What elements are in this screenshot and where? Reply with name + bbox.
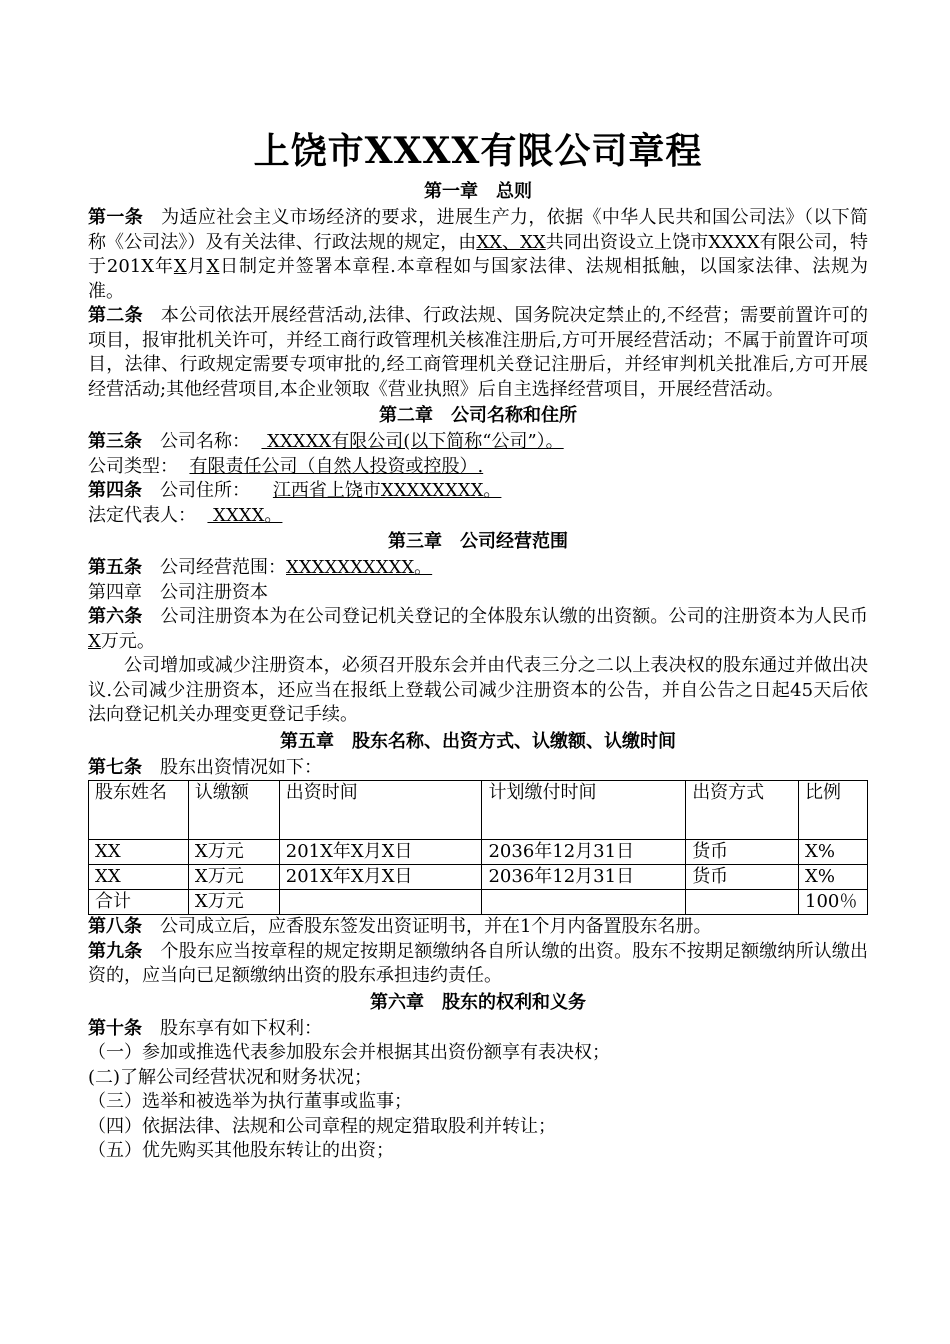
table-cell: X万元 xyxy=(188,865,279,890)
table-cell: 201X年X月X日 xyxy=(279,840,482,865)
article-label: 第九条 xyxy=(88,940,143,962)
article-1: 第一条 为适应社会主义市场经济的要求，进展生产力，依据《中华人民共和国公司法》（以下简称《公司法》）及有关法律、行政法规的规定，由XX、XX共同出资设立上饶市XXXX有限公司，特于201X年X月X日制定并签署本章程.本章程如与国家法律、法规相抵触，以国家法律、法规为准。 xyxy=(88,207,869,302)
list-item: （三）选举和被选举为执行董事或监事； xyxy=(88,1091,412,1112)
article-3: 第三条 公司名称： XXXXX有限公司(以下简称“公司”）。 xyxy=(88,431,564,452)
table-cell: 货币 xyxy=(686,840,799,865)
table-cell: 100％ xyxy=(799,890,868,915)
chapter-2-heading: 第二章 公司名称和住所 xyxy=(379,405,577,426)
table-header-cell: 出资方式 xyxy=(686,781,799,840)
article-5: 第五条 公司经营范围：XXXXXXXXXX。 xyxy=(88,557,433,578)
table-cell xyxy=(279,890,482,915)
article-10: 第十条 股东享有如下权利： xyxy=(88,1017,322,1039)
article-label: 第七条 xyxy=(88,756,142,778)
company-type-line: 公司类型： 有限责任公司（自然人投资或控股）. xyxy=(88,455,484,477)
table-header-row xyxy=(89,781,868,840)
table-cell: X% xyxy=(799,865,868,890)
table-header-cell: 计划缴付时间 xyxy=(482,781,686,840)
table-cell: 2036年12月31日 xyxy=(482,865,686,890)
list-item: （五）优先购买其他股东转让的出资； xyxy=(88,1140,394,1161)
business-scope-value: XXXXXXXXXX。 xyxy=(286,557,433,578)
table-header-cell: 出资时间 xyxy=(279,781,482,840)
article-label: 第一条 xyxy=(88,207,144,228)
table-cell: X万元 xyxy=(188,840,279,865)
article-6-paragraph-2: 公司增加或减少注册资本，必须召开股东会并由代表三分之二以上表决权的股东通过并做出决议.公司减少注册资本，还应当在报纸上登载公司减少注册资本的公告，并自公告之日起45天后依法向登记机关办理变更登记手续。 xyxy=(88,655,868,725)
shareholder-table xyxy=(88,780,868,915)
table-cell xyxy=(482,890,686,915)
article-7: 第七条 股东出资情况如下： xyxy=(88,756,322,778)
table-cell: XX xyxy=(89,865,189,890)
chapter-3-heading: 第三章 公司经营范围 xyxy=(388,531,568,552)
table-row xyxy=(89,865,868,890)
company-address-value: 江西省上饶市XXXXXXXX。 xyxy=(272,480,502,501)
table-header-cell: 认缴额 xyxy=(188,781,279,840)
table-cell: 2036年12月31日 xyxy=(482,840,686,865)
chapter-6-heading: 第六章 股东的权利和义务 xyxy=(370,991,586,1013)
table-cell: 201X年X月X日 xyxy=(279,865,482,890)
legal-rep-line: 法定代表人： XXXX。 xyxy=(88,504,283,526)
article-label: 第二条 xyxy=(88,305,143,326)
list-item: (二)了解公司经营状况和财务状况； xyxy=(88,1066,373,1088)
document-title: 上饶市XXXX有限公司章程 xyxy=(253,130,703,172)
table-cell xyxy=(686,890,799,915)
article-label: 第四条 xyxy=(88,480,142,501)
article-6: 第六条 公司注册资本为在公司登记机关登记的全体股东认缴的出资额。公司的注册资本为人民币X万元。 xyxy=(88,606,869,652)
article-9: 第九条 个股东应当按章程的规定按期足额缴纳各自所认缴的出资。股东不按期足额缴纳所认缴出资的，应当向已足额缴纳出资的股东承担违约责任。 xyxy=(88,940,869,986)
table-header-cell: 比例 xyxy=(799,781,868,840)
table-cell: XX xyxy=(89,840,189,865)
company-type-value: 有限责任公司（自然人投资或控股）. xyxy=(189,455,484,477)
article-label: 第十条 xyxy=(88,1017,142,1039)
table-cell: 合计 xyxy=(89,890,189,915)
chapter-1-heading: 第一章 总则 xyxy=(424,181,532,202)
article-label: 第八条 xyxy=(88,916,142,937)
chapter-5-heading: 第五章 股东名称、出资方式、认缴额、认缴时间 xyxy=(280,730,676,752)
company-name-value: XXXXX有限公司(以下简称“公司”）。 xyxy=(261,431,564,452)
document-page xyxy=(88,128,868,1164)
list-item: （一）参加或推选代表参加股东会并根据其出资份额享有表决权； xyxy=(88,1042,610,1063)
article-2: 第二条 本公司依法开展经营活动,法律、行政法规、国务院决定禁止的,不经营；需要前置许可的项目，报审批机关许可，并经工商行政管理机关核准注册后,方可开展经营活动；不属于前置许可项目，法律、行政规定需要专项审批的,经工商管理机关登记注册后，并经审判机关批准后,方可开展经营活动;其他经营项目,本企业领取《营业执照》后自主选择经营项目，开展经营活动。 xyxy=(88,305,868,400)
table-header-cell: 股东姓名 xyxy=(89,781,189,840)
article-label: 第六条 xyxy=(88,606,143,627)
article-label: 第五条 xyxy=(88,557,142,578)
table-row xyxy=(89,840,868,865)
article-8: 第八条 公司成立后，应香股东签发出资证明书，并在1个月内备置股东名册。 xyxy=(88,916,712,937)
article-4: 第四条 公司住所： 江西省上饶市XXXXXXXX。 xyxy=(88,480,502,501)
article-label: 第三条 xyxy=(88,431,142,452)
list-item: （四）依据法律、法规和公司章程的规定猎取股利并转让； xyxy=(88,1115,556,1137)
chapter-4-heading: 第四章 公司注册资本 xyxy=(88,581,268,603)
table-cell: X% xyxy=(799,840,868,865)
table-cell: 货币 xyxy=(686,865,799,890)
table-total-row xyxy=(89,890,868,915)
legal-rep-value: XXXX。 xyxy=(207,504,283,526)
table-cell: X万元 xyxy=(188,890,279,915)
